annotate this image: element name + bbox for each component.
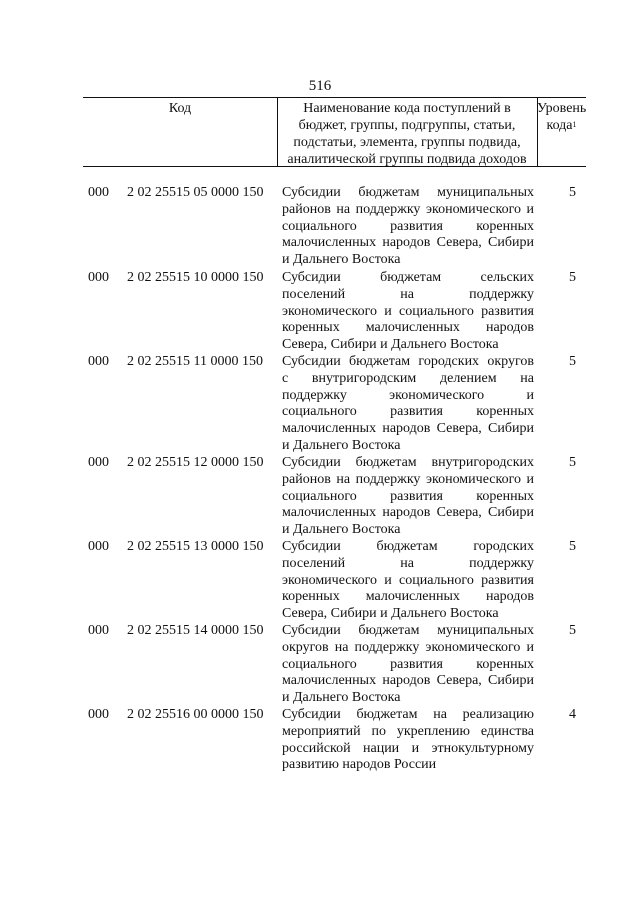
revenue-name-line: коренных малочисленных народов <box>282 320 534 336</box>
revenue-name-line: районов на поддержку экономического и <box>282 201 534 217</box>
revenue-name-line: и Дальнего Востока <box>282 690 401 706</box>
revenue-name-line: малочисленных народов Севера, Сибири <box>282 421 534 437</box>
revenue-name-line: социального развития коренных <box>282 488 534 504</box>
header-level-word: кода <box>546 118 573 133</box>
admin-code: 000 <box>88 539 109 554</box>
revenue-name-line: российской нации и этнокультурному <box>282 740 534 756</box>
header-level-line: Уровень <box>537 101 587 116</box>
revenue-name <box>282 539 534 623</box>
footnote-marker: 1 <box>572 120 577 129</box>
header-level <box>537 100 586 134</box>
revenue-name <box>282 623 534 707</box>
admin-code: 000 <box>88 455 109 470</box>
revenue-name-line: малочисленных народов Севера, Сибири <box>282 505 534 521</box>
revenue-name-line: развитию народов России <box>282 757 437 773</box>
header-name-line: подстатьи, элемента, группы подвида, <box>293 135 521 150</box>
code-level: 4 <box>569 707 576 722</box>
header-name-line: аналитической группы подвида доходов <box>287 152 527 167</box>
revenue-name-line: социального развития коренных <box>282 404 534 420</box>
revenue-name-line: Субсидии бюджетам городских <box>282 539 534 554</box>
revenue-code: 2 02 25515 10 0000 150 <box>127 270 264 285</box>
table-header <box>83 97 586 167</box>
revenue-name-line: социального развития коренных <box>282 656 534 672</box>
code-level: 5 <box>569 270 576 285</box>
revenue-name-line: поддержку экономического и <box>282 387 534 403</box>
revenue-code: 2 02 25516 00 0000 150 <box>127 707 264 722</box>
revenue-name-line: экономического и социального развития <box>282 303 534 319</box>
revenue-name-line: Субсидии бюджетам на реализацию <box>282 707 534 722</box>
revenue-name <box>282 707 534 774</box>
code-level: 5 <box>569 455 576 470</box>
admin-code: 000 <box>88 623 109 638</box>
revenue-code: 2 02 25515 11 0000 150 <box>127 354 263 369</box>
revenue-name-line: малочисленных народов Севера, Сибири <box>282 673 534 689</box>
header-name-line: бюджет, группы, подгруппы, статьи, <box>298 118 516 133</box>
revenue-name-line: округов на поддержку экономического и <box>282 639 534 655</box>
revenue-code: 2 02 25515 05 0000 150 <box>127 185 264 200</box>
revenue-name-line: поселений на поддержку <box>282 286 534 302</box>
revenue-name-line: коренных малочисленных народов <box>282 589 534 605</box>
revenue-name-line: районов на поддержку экономического и <box>282 471 534 487</box>
revenue-name-line: Севера, Сибири и Дальнего Востока <box>282 337 499 353</box>
revenue-name-line: социального развития коренных <box>282 218 534 234</box>
admin-code: 000 <box>88 707 109 722</box>
admin-code: 000 <box>88 354 109 369</box>
revenue-name-line: Севера, Сибири и Дальнего Востока <box>282 606 499 622</box>
code-level: 5 <box>569 623 576 638</box>
revenue-name-line: Субсидии бюджетам сельских <box>282 270 534 285</box>
revenue-name <box>282 455 534 539</box>
revenue-name-line: Субсидии бюджетам внутригородских <box>282 455 534 470</box>
admin-code: 000 <box>88 270 109 285</box>
revenue-name-line: Субсидии бюджетам городских округов <box>282 354 534 369</box>
code-level: 5 <box>569 354 576 369</box>
header-level-line <box>537 117 586 134</box>
header-code: Код <box>168 101 192 116</box>
revenue-name <box>282 270 534 354</box>
revenue-name-line: мероприятий по укреплению единства <box>282 723 534 739</box>
revenue-name-line: поселений на поддержку <box>282 555 534 571</box>
revenue-name-line: с внутригородским делением на <box>282 370 534 386</box>
revenue-name-line: и Дальнего Востока <box>282 522 401 538</box>
revenue-name-line: Субсидии бюджетам муниципальных <box>282 185 534 200</box>
revenue-code: 2 02 25515 12 0000 150 <box>127 455 264 470</box>
revenue-name-line: малочисленных народов Севера, Сибири <box>282 235 534 251</box>
code-level: 5 <box>569 539 576 554</box>
code-level: 5 <box>569 185 576 200</box>
revenue-code: 2 02 25515 14 0000 150 <box>127 623 264 638</box>
revenue-name-line: Субсидии бюджетам муниципальных <box>282 623 534 638</box>
header-name <box>277 100 537 168</box>
header-name-line: Наименование кода поступлений в <box>303 101 511 116</box>
revenue-name-line: экономического и социального развития <box>282 572 534 588</box>
revenue-name <box>282 354 534 455</box>
admin-code: 000 <box>88 185 109 200</box>
revenue-name-line: и Дальнего Востока <box>282 252 401 268</box>
revenue-name-line: и Дальнего Востока <box>282 437 401 453</box>
page-number: 516 <box>308 78 332 94</box>
revenue-code: 2 02 25515 13 0000 150 <box>127 539 264 554</box>
revenue-name <box>282 185 534 269</box>
